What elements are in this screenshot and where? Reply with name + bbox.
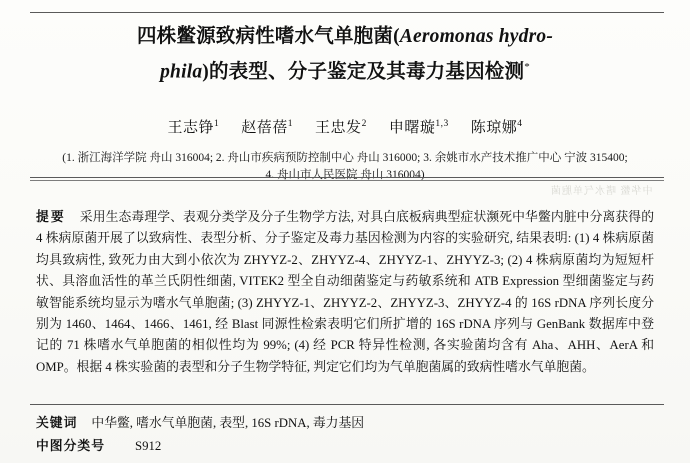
author-list: [34, 116, 656, 137]
author-name: 赵蓓蓓: [241, 120, 288, 136]
title-species-part2: phila: [160, 61, 203, 83]
keywords-label: 关键词: [36, 416, 78, 430]
clc-section: [36, 436, 654, 457]
abstract-section: [36, 207, 654, 378]
title-footnote-marker: *: [524, 61, 530, 73]
author-affil-marker: 1,3: [435, 119, 449, 129]
author-item: [168, 120, 220, 136]
abstract-top-rule-second: [30, 180, 664, 181]
author-affil-marker: 4: [517, 119, 523, 129]
author-name: 王忠发: [315, 120, 362, 136]
page-title: [34, 22, 656, 88]
scan-bleed-through: 中华鳖 嗜水气单胞菌: [549, 186, 652, 197]
affiliation-line: (1. 浙江海洋学院 舟山 316004; 2. 舟山市疾病预防控制中心 舟山 316000; 3. 余姚市水产技术推广中心 宁波 315400;: [62, 152, 628, 164]
clc-value: S912: [134, 439, 162, 453]
affiliation-line: 4. 舟山市人民医院 舟山 316004): [265, 169, 425, 181]
author-affil-marker: 1: [287, 119, 294, 129]
header-rule: [30, 12, 664, 13]
title-line1-prefix: 四株鳖源致病性嗜水气单胞菌(: [136, 26, 400, 47]
affiliation-block: [34, 150, 656, 184]
abstract-top-rule: [30, 177, 664, 178]
abstract-text: 采用生态毒理学、表观分类学及分子生物学方法, 对具白底板病典型症状濒死中华鳖内脏中分离获得的 4 株病原菌开展了以致病性、表型分析、分子鉴定及毒力基因检测为内容的实验研究, 结果表明: (1) 4 株病原菌均具致病性, 致死力由大到小依次为 ZHYYZ-2、ZHYYZ-4、ZHYYZ-1、ZHYYZ-3; (2) 4 株病原菌均为短短杆状、具溶血活性的革兰氏阴性细菌, VITEK2 型全自动细菌鉴定与药敏系统和 ATB Expression 型细菌鉴定与药敏智能系统均显示为嗜水气单胞菌; (3) ZHYYZ-1、ZHYYZ-2、ZHYYZ-3、ZHYYZ-4 的 16S rDNA 序列长度分别为 1460、1464、1466、1461, 经 Blast 同源性检索表明它们所扩增的 16S rDNA 序列与 GenBank 数据库中登记的 71 株嗜水气单胞菌的相似性均为 99%; (4) 经 PCR 特异性检测, 各实验菌均含有 Aha、AHH、AerA 和 OMP。根据 4 株实验菌的表型和分子生物学特征, 判定它们均为气单胞菌属的致病性嗜水气单胞菌。: [36, 210, 654, 374]
abstract-label: 提要: [36, 210, 66, 224]
author-name: 申曙璇: [388, 120, 436, 136]
keywords-text: 中华鳖, 嗜水气单胞菌, 表型, 16S rDNA, 毒力基因: [91, 416, 365, 430]
author-name: 陈琼娜: [470, 120, 518, 136]
keywords-section: [36, 413, 654, 434]
author-item: [389, 120, 449, 136]
author-affil-marker: 1: [214, 119, 220, 129]
title-species-part1: Aeromonas hydro-: [399, 26, 554, 47]
author-affil-marker: 2: [361, 119, 367, 129]
author-item: [315, 120, 367, 136]
author-item: [241, 120, 293, 136]
title-line2-suffix: )的表型、分子鉴定及其毒力基因检测: [202, 61, 525, 83]
clc-label: 中图分类号: [36, 439, 105, 453]
abstract-paragraph: [36, 207, 654, 378]
keywords-top-rule: [30, 404, 664, 405]
author-name: 王志铮: [167, 120, 215, 136]
author-item: [471, 120, 523, 136]
